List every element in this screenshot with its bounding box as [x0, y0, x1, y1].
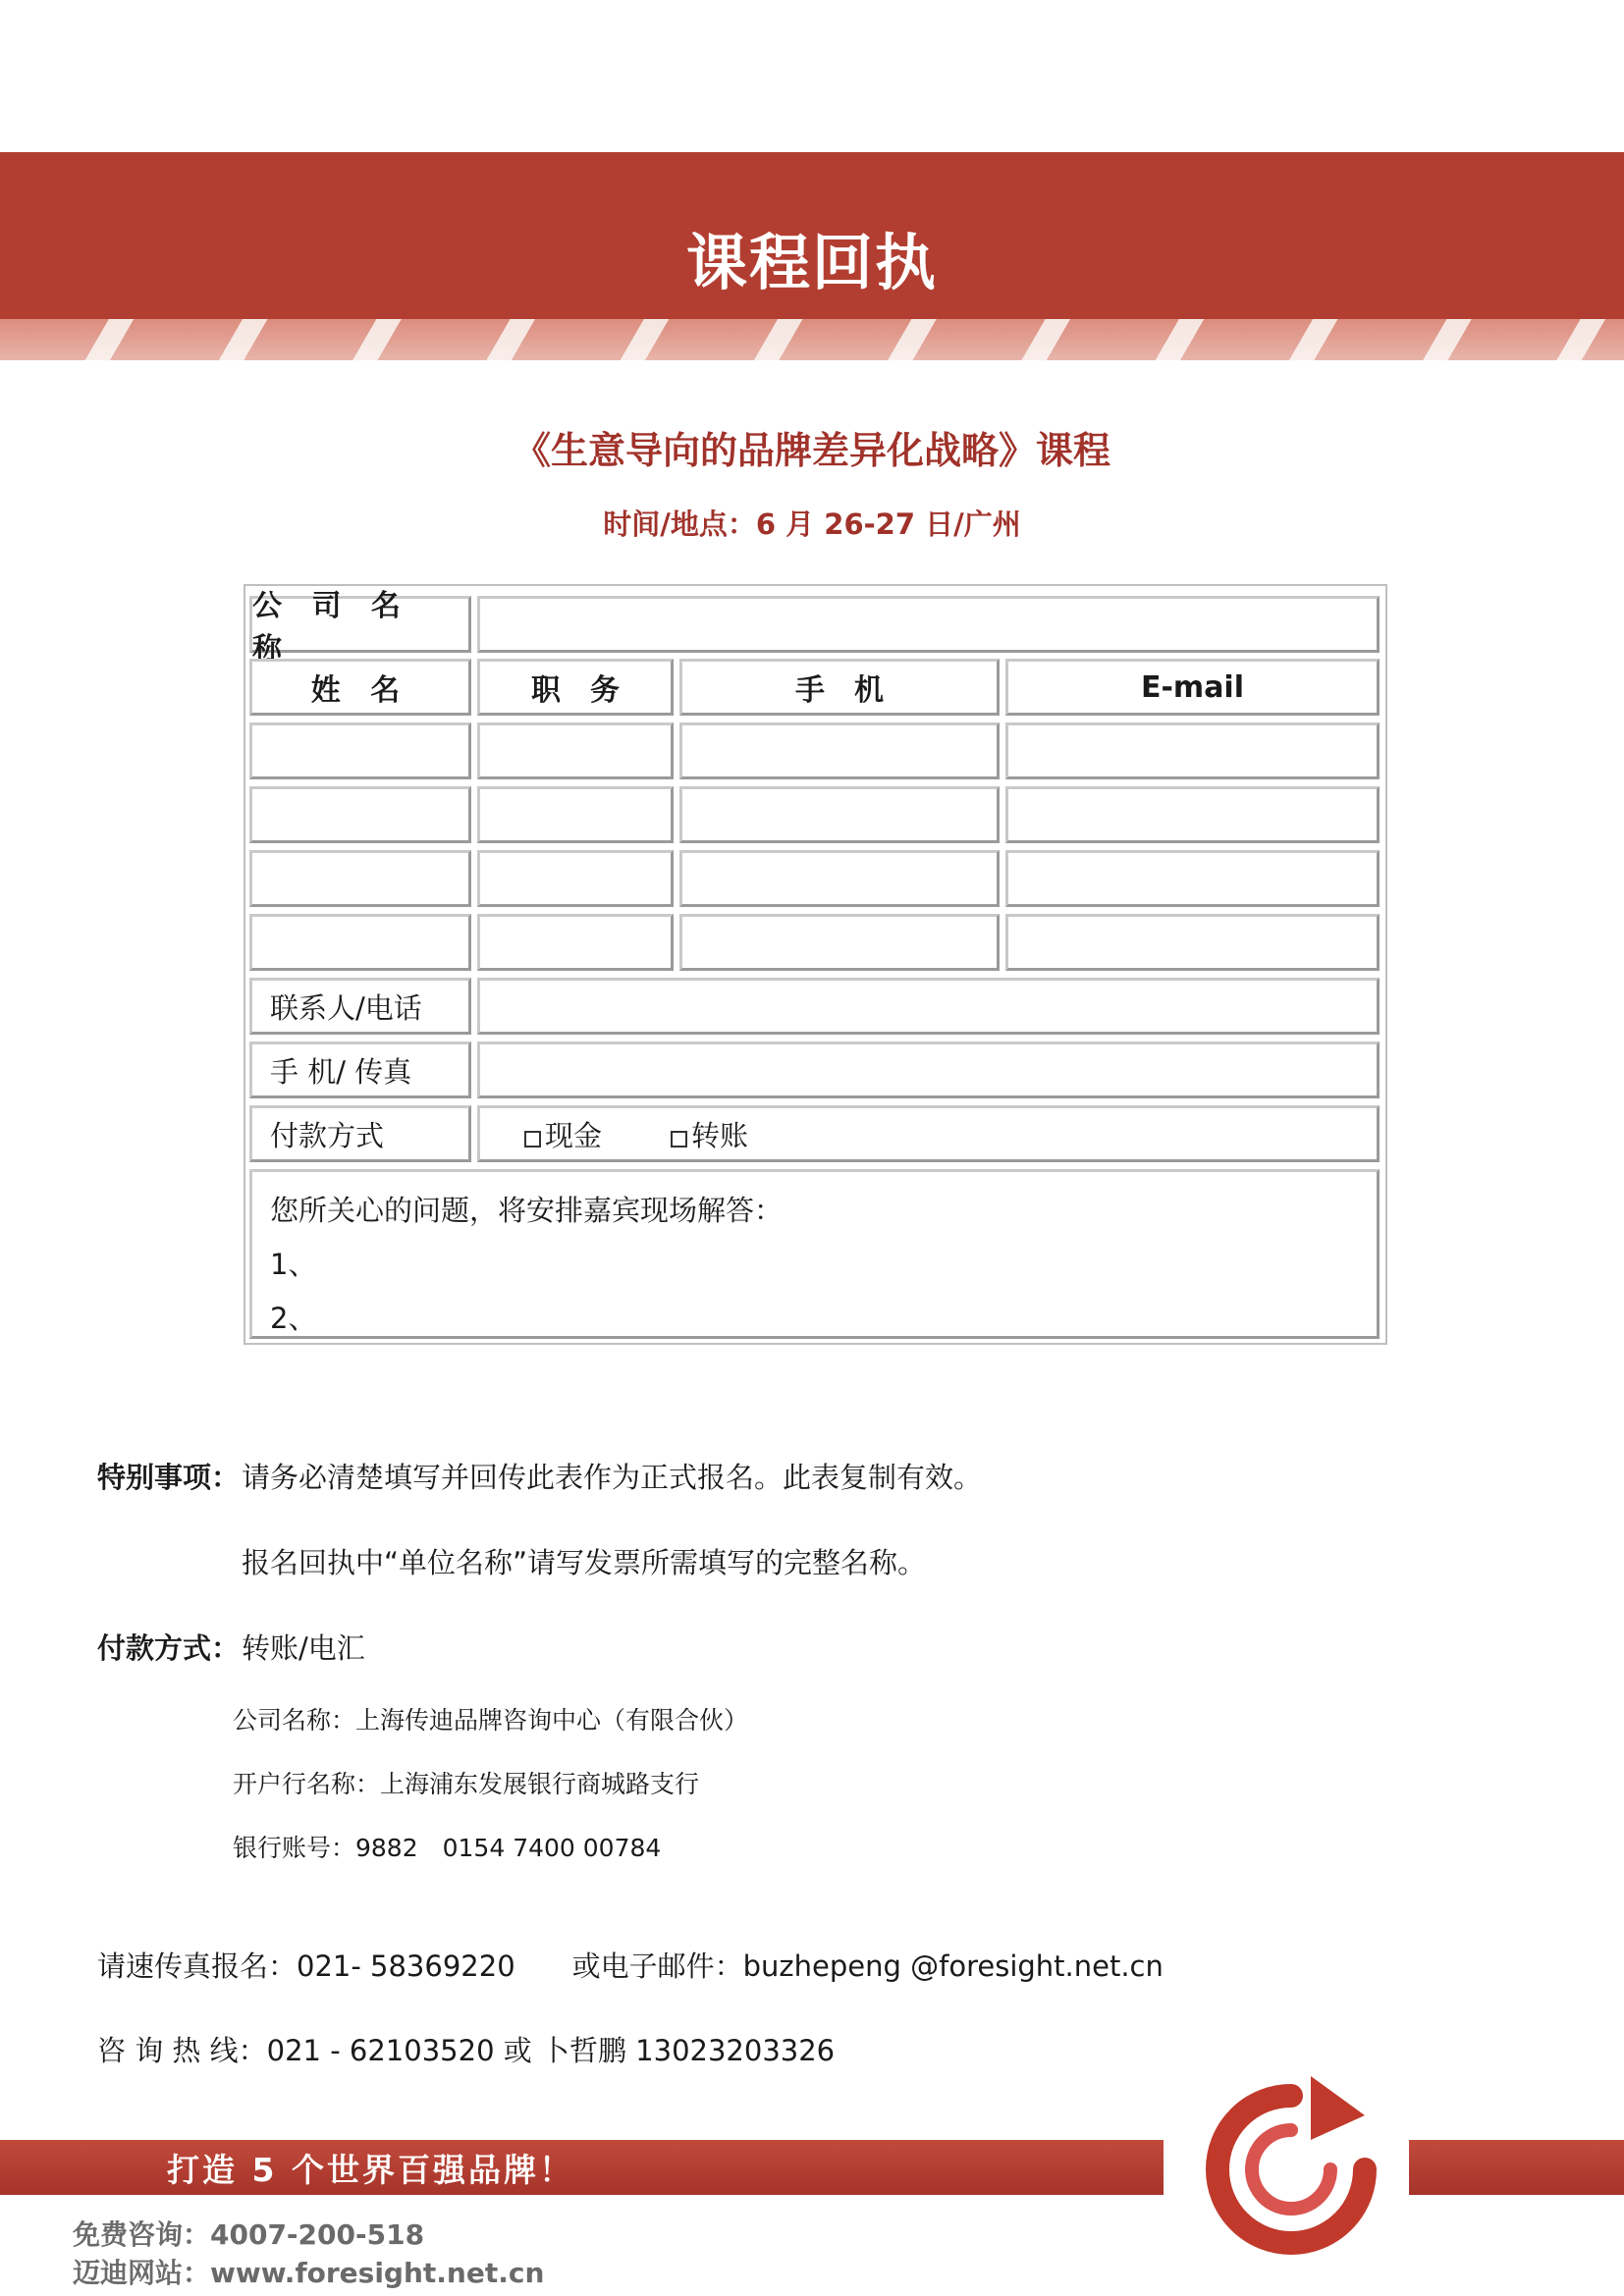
payment-method-options	[477, 1105, 1380, 1162]
mobile-fax-field[interactable]	[477, 1041, 1380, 1098]
mobile-fax-label: 手 机/ 传真	[249, 1041, 471, 1098]
attendee-name-field[interactable]	[249, 722, 471, 779]
company-name-label: 公 司 名 称	[249, 596, 471, 653]
checkbox-icon[interactable]	[524, 1131, 541, 1148]
footer-phone: 免费咨询：4007-200-518	[73, 2218, 425, 2251]
attendee-mobile-field[interactable]	[679, 850, 1000, 907]
attendee-position-field[interactable]	[477, 850, 674, 907]
footer-website[interactable]: 迈迪网站：www.foresight.net.cn	[73, 2257, 545, 2289]
payment-notes-label: 付款方式：	[97, 1631, 241, 1665]
course-time-place: 时间/地点：6 月 26-27 日/广州	[603, 507, 1021, 541]
hotline-line: 咨 询 热 线：021 - 62103520 或 卜哲鹏 13023203326	[97, 2034, 836, 2067]
column-header-mobile: 手 机	[679, 659, 1000, 716]
special-notes-label: 特别事项：	[97, 1461, 241, 1494]
attendee-email-field[interactable]	[1005, 722, 1380, 779]
attendee-name-field[interactable]	[249, 850, 471, 907]
payee-company-name: 公司名称：上海传迪品牌咨询中心（有限合伙）	[233, 1706, 749, 1735]
header-stripe-fade	[0, 319, 1624, 360]
column-header-name: 姓 名	[249, 659, 471, 716]
fax-email-line: 请速传真报名：021- 58369220 或电子邮件：buzhepeng @foresight.net.cn	[97, 1949, 1164, 1983]
attendee-position-field[interactable]	[477, 914, 674, 971]
attendee-name-field[interactable]	[249, 914, 471, 971]
questions-box[interactable]	[249, 1169, 1380, 1339]
question-line-2: 2、	[270, 1302, 317, 1335]
attendee-email-field[interactable]	[1005, 850, 1380, 907]
payment-notes-method: 转账/电汇	[242, 1631, 365, 1665]
footer-bar-right	[1409, 2140, 1624, 2195]
attendee-position-field[interactable]	[477, 722, 674, 779]
column-header-email: E-mail	[1005, 659, 1380, 716]
attendee-email-field[interactable]	[1005, 786, 1380, 843]
question-line-1: 1、	[270, 1248, 317, 1281]
attendee-name-field[interactable]	[249, 786, 471, 843]
company-name-field[interactable]	[477, 596, 1380, 653]
course-title: 《生意导向的品牌差异化战略》课程	[513, 429, 1110, 472]
questions-prompt: 您所关心的问题，将安排嘉宾现场解答：	[270, 1194, 784, 1227]
payee-bank-name: 开户行名称：上海浦东发展银行商城路支行	[233, 1770, 700, 1798]
contact-phone-label: 联系人/电话	[249, 978, 471, 1035]
payment-option-cash[interactable]	[524, 1114, 602, 1154]
payment-option-transfer[interactable]	[671, 1114, 748, 1154]
payee-account-number: 银行账号：9882 0154 7400 00784	[233, 1834, 662, 1862]
footer-slogan: 打造 5 个世界百强品牌！	[167, 2151, 574, 2189]
special-notes-line-2: 报名回执中“单位名称”请写发票所需填写的完整名称。	[242, 1546, 927, 1579]
contact-phone-field[interactable]	[477, 978, 1380, 1035]
attendee-email-field[interactable]	[1005, 914, 1380, 971]
attendee-position-field[interactable]	[477, 786, 674, 843]
payment-option-cash-label: 现金	[545, 1118, 603, 1152]
payment-option-transfer-label: 转账	[691, 1118, 749, 1152]
column-header-position: 职 务	[477, 659, 674, 716]
foresight-logo-icon	[1193, 2071, 1389, 2268]
page-title: 课程回执	[685, 227, 938, 298]
special-notes-line-1: 请务必清楚填写并回传此表作为正式报名。此表复制有效。	[242, 1461, 983, 1494]
payment-method-label: 付款方式	[249, 1105, 471, 1162]
checkbox-icon[interactable]	[671, 1131, 687, 1148]
attendee-mobile-field[interactable]	[679, 786, 1000, 843]
attendee-mobile-field[interactable]	[679, 914, 1000, 971]
attendee-mobile-field[interactable]	[679, 722, 1000, 779]
registration-form	[244, 584, 1387, 1345]
